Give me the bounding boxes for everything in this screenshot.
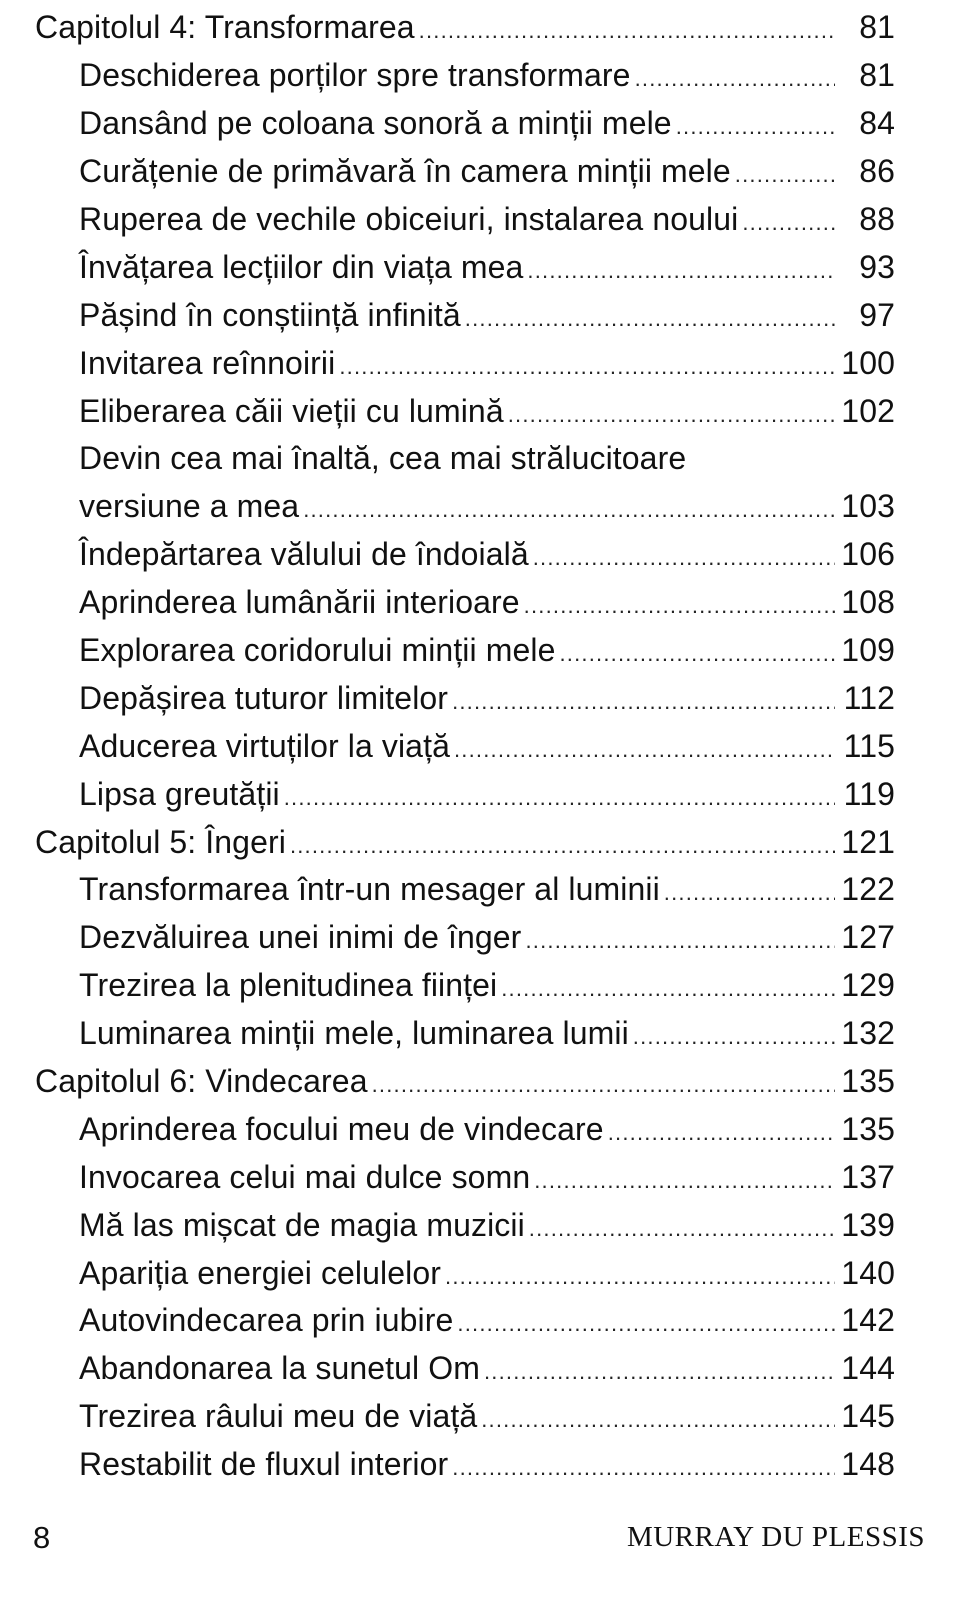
- entry-page-number: 103: [841, 488, 895, 525]
- entry-page-number: 81: [859, 57, 895, 94]
- toc-section-entry[interactable]: [0, 483, 980, 531]
- entry-page-number: 100: [841, 344, 895, 381]
- entry-title: Explorarea coridorului minții mele: [79, 632, 556, 669]
- toc-section-entry[interactable]: [0, 1297, 980, 1345]
- dot-leader: [529, 1216, 835, 1242]
- dot-leader: [559, 641, 835, 667]
- entry-title: Lipsa greutății: [79, 775, 280, 812]
- entry-page-number: 81: [859, 9, 895, 46]
- dot-leader: [303, 497, 835, 523]
- dot-leader: [452, 1455, 835, 1481]
- entry-title: Mă las mișcat de magia muzicii: [79, 1206, 525, 1243]
- entry-page-number: 135: [841, 1063, 895, 1100]
- entry-page-number: 102: [841, 392, 895, 429]
- toc-section-entry[interactable]: [0, 339, 980, 387]
- toc-section-entry[interactable]: [0, 1249, 980, 1297]
- entry-page-number: 144: [841, 1350, 895, 1387]
- entry-page-number: 115: [843, 727, 895, 764]
- toc-section-entry[interactable]: [0, 148, 980, 196]
- toc-section-entry[interactable]: [0, 52, 980, 100]
- entry-page-number: 97: [859, 296, 895, 333]
- toc-section-entry[interactable]: [0, 1345, 980, 1393]
- entry-title: Aprinderea lumânării interioare: [79, 584, 520, 621]
- dot-leader: [676, 114, 835, 140]
- entry-title: Restabilit de fluxul interior: [79, 1446, 449, 1483]
- dot-leader: [735, 162, 835, 188]
- dot-leader: [525, 928, 835, 954]
- toc-section-entry[interactable]: [0, 579, 980, 627]
- dot-leader: [524, 593, 835, 619]
- toc-chapter-entry[interactable]: [0, 4, 980, 52]
- dot-leader: [534, 1168, 835, 1194]
- dot-leader: [633, 1024, 835, 1050]
- toc-section-entry[interactable]: [0, 291, 980, 339]
- toc-section-entry[interactable]: [0, 674, 980, 722]
- dot-leader: [465, 306, 835, 332]
- entry-page-number: 132: [841, 1015, 895, 1052]
- toc-section-entry[interactable]: [0, 1441, 980, 1489]
- dot-leader: [742, 210, 835, 236]
- entry-title: Transformarea într-un mesager al luminii: [79, 871, 660, 908]
- entry-title: Aprinderea focului meu de vindecare: [79, 1110, 604, 1147]
- entry-title: Abandonarea la sunetul Om: [79, 1350, 480, 1387]
- entry-page-number: 88: [859, 201, 895, 237]
- footer-page-number: 8: [33, 1520, 51, 1555]
- toc-section-entry[interactable]: [0, 387, 980, 435]
- dot-leader: [457, 1311, 835, 1337]
- dot-leader: [508, 402, 835, 428]
- dot-leader: [454, 737, 835, 763]
- entry-title: Devin cea mai înaltă, cea mai strălucitoare: [79, 440, 687, 477]
- entry-page-number: 142: [841, 1302, 895, 1339]
- dot-leader: [608, 1120, 835, 1146]
- table-of-contents: [0, 4, 980, 1489]
- toc-section-entry[interactable]: [0, 1393, 980, 1441]
- entry-title: Deschiderea porților spre transformare: [79, 57, 631, 94]
- entry-title: Invitarea reînnoirii: [79, 344, 336, 381]
- entry-title: Ruperea de vechile obiceiuri, instalarea noului: [79, 201, 739, 237]
- toc-section-entry[interactable]: [0, 243, 980, 291]
- entry-title: Îndepărtarea vălului de îndoială: [79, 536, 529, 573]
- dot-leader: [527, 258, 835, 284]
- dot-leader: [452, 689, 835, 715]
- toc-section-entry[interactable]: [0, 866, 980, 914]
- entry-page-number: 86: [859, 153, 895, 190]
- entry-title: Luminarea minții mele, luminarea lumii: [79, 1015, 629, 1052]
- dot-leader: [484, 1359, 835, 1385]
- dot-leader: [290, 833, 835, 859]
- toc-chapter-entry[interactable]: [0, 818, 980, 866]
- entry-page-number: 108: [841, 584, 895, 621]
- dot-leader: [372, 1072, 835, 1098]
- toc-section-entry[interactable]: [0, 1105, 980, 1153]
- entry-page-number: 106: [841, 536, 895, 573]
- entry-page-number: 109: [841, 632, 895, 669]
- entry-page-number: 129: [841, 967, 895, 1004]
- toc-section-entry[interactable]: [0, 722, 980, 770]
- entry-title: Depășirea tuturor limitelor: [79, 679, 449, 716]
- entry-title: Capitolul 5: Îngeri: [35, 823, 286, 860]
- entry-page-number: 119: [843, 775, 895, 812]
- entry-title: versiune a mea: [79, 488, 300, 525]
- entry-page-number: 148: [841, 1446, 895, 1483]
- dot-leader: [419, 18, 835, 44]
- dot-leader: [635, 66, 835, 92]
- toc-section-entry[interactable]: [0, 100, 980, 148]
- entry-title: Pășind în conștiință infinită: [79, 296, 461, 333]
- entry-title: Capitolul 4: Transformarea: [35, 9, 415, 46]
- toc-section-entry[interactable]: [0, 196, 980, 244]
- entry-title: Dezvăluirea unei inimi de înger: [79, 919, 522, 956]
- toc-section-entry[interactable]: [0, 770, 980, 818]
- entry-title: Autovindecarea prin iubire: [79, 1302, 454, 1339]
- entry-title: Curățenie de primăvară în camera minții mele: [79, 153, 731, 190]
- entry-title: Eliberarea căii vieții cu lumină: [79, 392, 504, 429]
- dot-leader: [481, 1407, 835, 1433]
- toc-chapter-entry[interactable]: [0, 1058, 980, 1106]
- toc-section-entry[interactable]: [0, 531, 980, 579]
- entry-page-number: 127: [841, 919, 895, 956]
- toc-section-entry[interactable]: [0, 1153, 980, 1201]
- toc-section-entry[interactable]: [0, 1201, 980, 1249]
- dot-leader: [339, 354, 835, 380]
- dot-leader: [445, 1264, 835, 1290]
- dot-leader: [284, 785, 835, 811]
- entry-title: Învățarea lecțiilor din viața mea: [79, 248, 524, 285]
- dot-leader: [664, 880, 835, 906]
- entry-page-number: 84: [859, 105, 895, 142]
- entry-title: Invocarea celui mai dulce somn: [79, 1158, 531, 1195]
- entry-title: Trezirea râului meu de viață: [79, 1398, 478, 1435]
- entry-title: Apariția energiei celulelor: [79, 1254, 442, 1291]
- dot-leader: [533, 545, 835, 571]
- dot-leader: [501, 976, 835, 1002]
- toc-section-entry[interactable]: [0, 962, 980, 1010]
- toc-section-entry[interactable]: [0, 914, 980, 962]
- toc-section-entry[interactable]: [0, 627, 980, 675]
- entry-page-number: 135: [841, 1110, 895, 1147]
- entry-page-number: 93: [859, 248, 895, 285]
- entry-page-number: 145: [841, 1398, 895, 1435]
- entry-page-number: 139: [841, 1206, 895, 1243]
- entry-page-number: 137: [841, 1158, 895, 1195]
- toc-section-entry-wrapped-line[interactable]: [0, 435, 980, 483]
- entry-page-number: 112: [843, 679, 895, 716]
- entry-title: Capitolul 6: Vindecarea: [35, 1063, 368, 1100]
- entry-title: Dansând pe coloana sonoră a minții mele: [79, 105, 672, 142]
- entry-title: Aducerea virtuților la viață: [79, 727, 450, 764]
- footer-author-name: MURRAY DU PLESSIS: [626, 1521, 925, 1553]
- entry-title: Trezirea la plenitudinea ființei: [79, 967, 498, 1004]
- toc-section-entry[interactable]: [0, 1010, 980, 1058]
- entry-page-number: 121: [841, 823, 895, 860]
- entry-page-number: 140: [841, 1254, 895, 1291]
- entry-page-number: 122: [841, 871, 895, 908]
